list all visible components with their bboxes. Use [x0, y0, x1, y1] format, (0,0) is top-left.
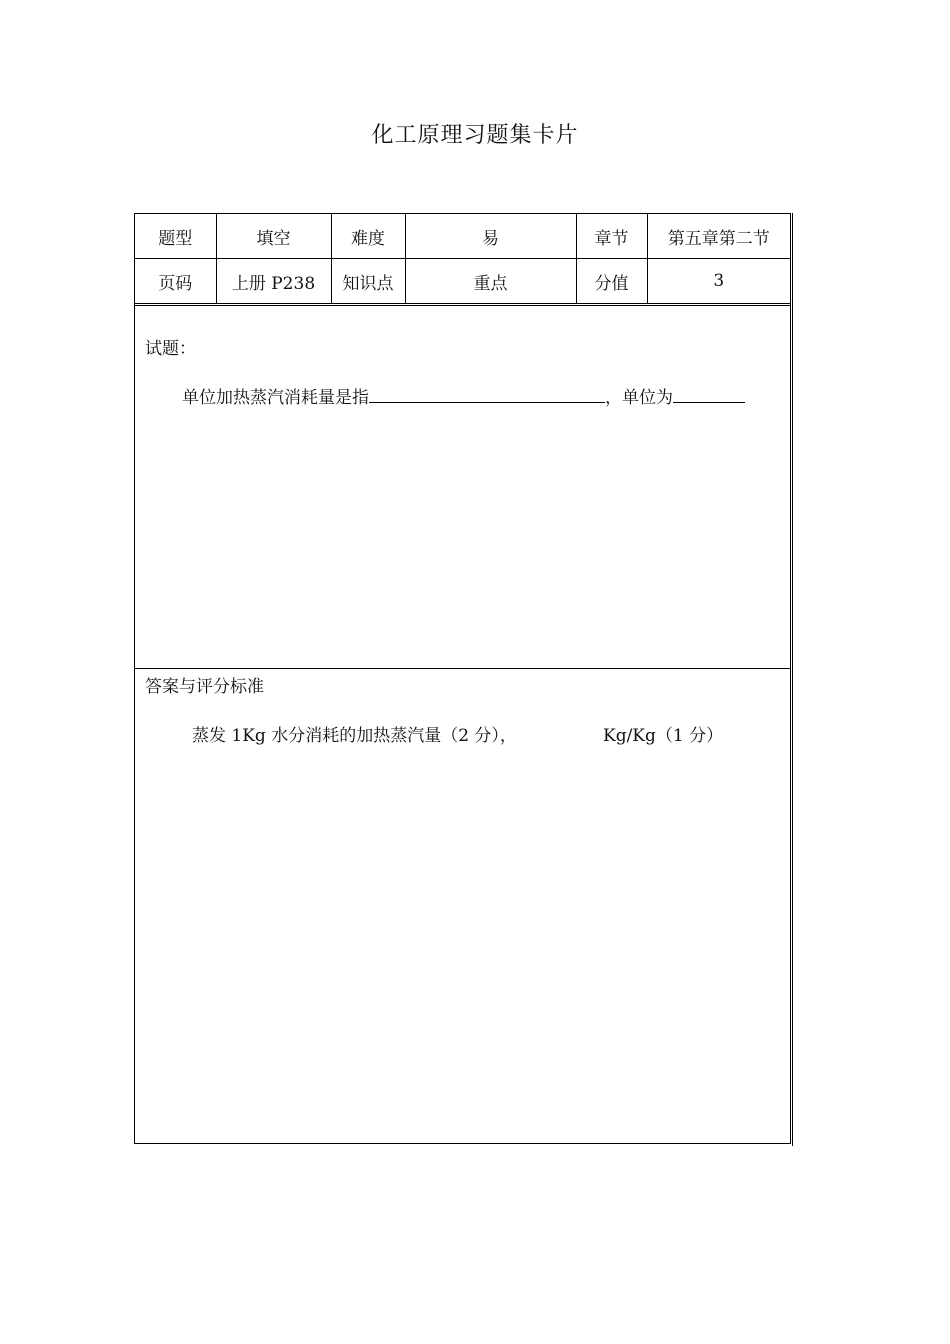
- difficulty-value: 易: [405, 214, 576, 259]
- exercise-card: [134, 213, 791, 1144]
- answer-text: 蒸发 1Kg 水分消耗的加热蒸汽量（2 分），: [192, 726, 517, 746]
- page-value: 上册 P238: [216, 259, 331, 304]
- page-label: 页码: [135, 259, 216, 304]
- question-label: 试题：: [145, 339, 196, 359]
- answer-label: 答案与评分标准: [145, 677, 264, 697]
- answer-unit-text: Kg/Kg（1 分）: [603, 726, 724, 746]
- document-title: 化工原理习题集卡片: [371, 123, 579, 148]
- knowledge-point-value: 重点: [405, 259, 576, 304]
- question-text: [182, 383, 745, 408]
- question-text-part2: ，单位为: [605, 388, 673, 408]
- question-type-label: 题型: [135, 214, 216, 259]
- question-text-part1: 单位加热蒸汽消耗量是指: [182, 388, 369, 408]
- answer-section: [135, 669, 790, 1143]
- fill-blank-definition: [369, 384, 605, 403]
- meta-row: [135, 259, 790, 304]
- score-value: 3: [647, 259, 790, 304]
- meta-row: [135, 214, 790, 259]
- difficulty-label: 难度: [331, 214, 405, 259]
- meta-table: [135, 214, 790, 304]
- question-section: [135, 305, 790, 669]
- chapter-value: 第五章第二节: [647, 214, 790, 259]
- question-type-value: 填空: [216, 214, 331, 259]
- chapter-label: 章节: [576, 214, 647, 259]
- score-label: 分值: [576, 259, 647, 304]
- knowledge-point-label: 知识点: [331, 259, 405, 304]
- fill-blank-unit: [673, 384, 745, 403]
